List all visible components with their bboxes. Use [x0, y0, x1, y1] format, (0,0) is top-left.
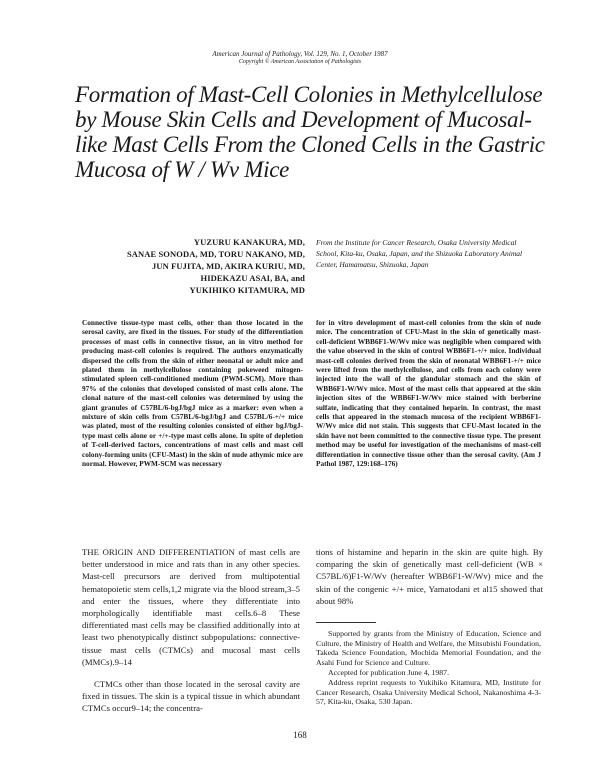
author-line: YUZURU KANAKURA, MD,: [193, 237, 305, 247]
body-intro-paragraph: THE ORIGIN AND DIFFERENTIATION of mast cells are better understood in mice and rats than in any other species. Mast-cell precursors are derived from multipotential hematopoietic stem cells,1,2 migrate via the blood stream,3–5 and enter the tissues, where they differentiate into morphologically identifiable mast cells.6–8 These differentiated mast cells may be classified additionally into at least two phenotypically distinct subpopulations: connective-tissue mast cells (CTMCs) and mucosal mast cells (MMCs).9–14: [82, 547, 300, 667]
footnote-support: Supported by grants from the Ministry of Education, Science and Culture, the Ministry of Health and Welfare, the Mitsubishi Foundation, Takeda Science Foundation, Mochida Memorial Foundation, and the Asahi Fund for Science and Culture.: [316, 629, 541, 667]
author-line: HIDEKAZU ASAI, BA, and: [200, 273, 305, 283]
footnote-reprints: Address reprint requests to Yukihiko Kitamura, MD, Institute for Cancer Research, Osaka University Medical School, Nakanoshima 4-3-57, Kita-ku, Osaka, 530 Japan.: [316, 678, 541, 707]
author-affiliation: From the Institute for Cancer Research, Osaka University Medical School, Kita-ku, Osaka, Japan, and the Shizuoka Laboratory Animal Center, Hamamatsu, Shizuoka, Japan: [316, 238, 523, 269]
abstract-left-column: Connective tissue-type mast cells, other than those located in the serosal cavity, are fixed in the tissues. For study of the differentiation processes of mast cells in connective tissue, an in vitro method for producing mast-cell colonies is required. The authors enzymatically dispersed the cells from the skin of either neonatal or adult mice and plated them in methylcellulose containing pokeweed mitogen-stimulated spleen cell-conditioned medium (PWM-SCM). More than 97% of the colonies that developed consisted of mast cells alone. The clonal nature of the mast-cell colonies was determined by using the giant granules of C57BL/6-bgJ/bgJ mice as a marker: even when a mixture of skin cells from C57BL/6-bgJ/bgJ and C57BL/6-+/+ mice was plated, most of the resulting colonies consisted of either bgJ/bgJ-type mast cells alone or +/+-type mast cells alone. In spite of depletion of T-cell-derived factors, concentrations of mast cells and mast cell colony-forming units (CFU-Mast) in the skin of nude athymic mice are normal. However, PWM-SCM was necessary: [82, 318, 303, 469]
journal-citation: American Journal of Pathology, Vol. 129, No. 1, October 1987: [212, 50, 388, 58]
page-number: 168: [293, 730, 307, 740]
body-right-paragraph: tions of histamine and heparin in the skin are quite high. By comparing the skin of genetically mast cell-deficient (WB × C57BL/6)F1-W/Wv (hereafter WBB6F1-W/Wv) mice and the skin of the congenic +/+ mice, Yamatodani et al15 showed that about 98%: [316, 547, 543, 606]
journal-copyright: Copyright © American Association of Pathologists: [238, 59, 362, 65]
author-line: YUKIHIKO KITAMURA, MD: [189, 285, 305, 295]
footnote-accepted: Accepted for publication June 4, 1987.: [328, 668, 450, 677]
journal-header: [0, 50, 600, 66]
body-second-paragraph: CTMCs other than those located in the serosal cavity are fixed in tissues. The skin is a typical tissue in which abundant CTMCs occur9–14; the concentra-: [82, 679, 300, 714]
footnote-divider: [316, 622, 376, 623]
author-line: SANAE SONODA, MD, TORU NAKANO, MD,: [126, 249, 305, 259]
article-title: Formation of Mast-Cell Colonies in Methylcellulose by Mouse Skin Cells and Development of Mucosal-like Mast Cells From the Cloned Cells in the Gastric Mucosa of W / Wv Mice: [75, 82, 545, 182]
abstract-right-column: for in vitro development of mast-cell colonies from the skin of nude mice. The concentration of CFU-Mast in the skin of genetically mast-cell-deficient WBB6F1-W/Wv mice was negligible when compared with the value observed in the skin of control WBB6F1-+/+ mice. Individual mast-cell colonies derived from the skin of neonatal WBB6F1-+/+ mice were lifted from the methylcellulose, and cells from each colony were injected into the wall of the glandular stomach and the skin of WBB6F1-W/Wv mice. Most of the mast cells that appeared at the skin injection sites of the WBB6F1-W/Wv mice stained with berberine sulfate, indicating that they contained heparin. In contrast, the mast cells that appeared in the stomach mucosa of the recipient WBB6F1-W/Wv mice did not stain. This suggests that CFU-Mast located in the skin have not been committed to the connective tissue type. The present method may be useful for investigation of the mechanisms of mast-cell differentiation in connective tissue other than the serosal cavity. (Am J Pathol 1987, 129:168–176): [316, 318, 541, 469]
author-list: [40, 236, 305, 296]
author-line: JUN FUJITA, MD, AKIRA KURIU, MD,: [152, 261, 305, 271]
